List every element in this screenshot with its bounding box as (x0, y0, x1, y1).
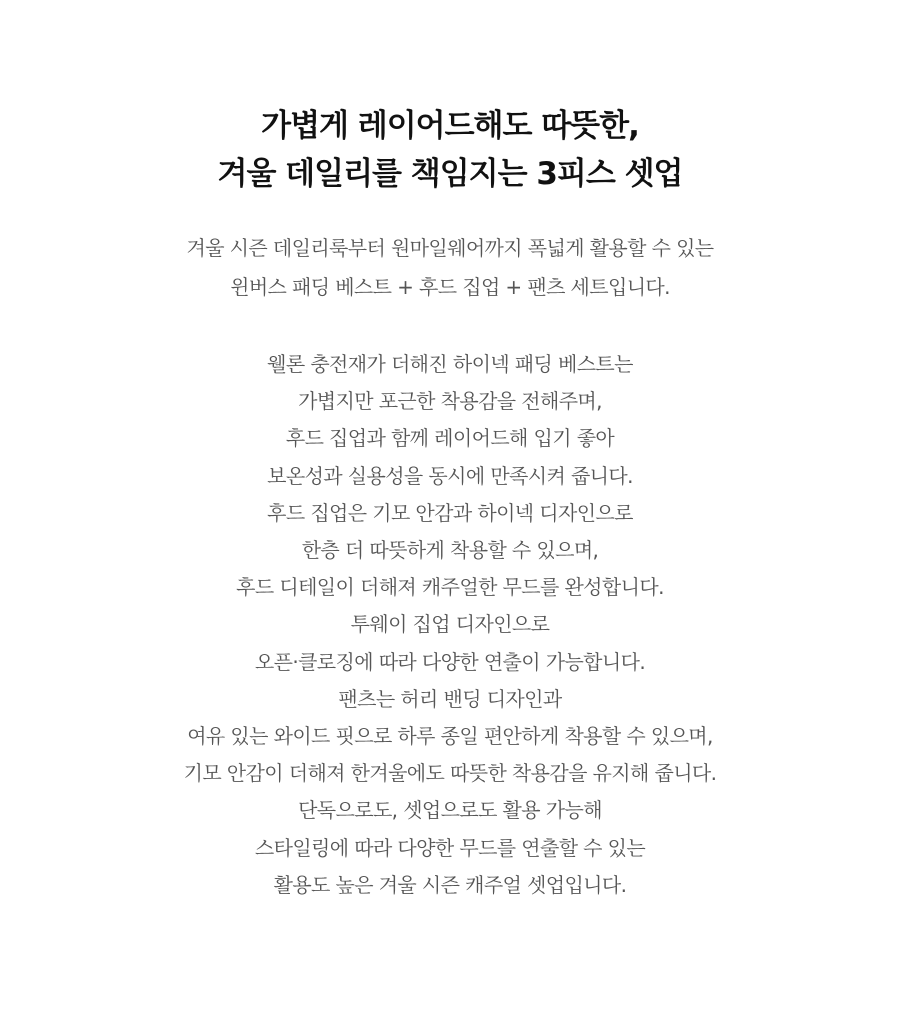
intro-line: 윈버스 패딩 베스트 + 후드 집업 + 팬츠 세트입니다. (230, 275, 670, 299)
description-line: 한층 더 따뜻하게 착용할 수 있으며, (301, 538, 599, 563)
headline (0, 0, 900, 198)
description-line: 기모 안감이 더해져 한겨울에도 따뜻한 착용감을 유지해 줍니다. (183, 761, 717, 786)
description-line: 투웨이 집업 디자인으로 (350, 612, 550, 637)
description-line: 단독으로도, 셋업으로도 활용 가능해 (298, 798, 602, 823)
description-line: 후드 디테일이 더해져 캐주얼한 무드를 완성합니다. (236, 575, 664, 600)
description-line: 가볍지만 포근한 착용감을 전해주며, (298, 389, 602, 414)
description-line: 활용도 높은 겨울 시즌 캐주얼 셋업입니다. (273, 872, 627, 897)
description-line: 웰론 충전재가 더해진 하이넥 패딩 베스트는 (267, 352, 633, 376)
description-line: 후드 집업은 기모 안감과 하이넥 디자인으로 (267, 500, 633, 525)
description-line: 오픈·클로징에 따라 다양한 연출이 가능합니다. (254, 649, 646, 674)
description-line: 보온성과 실용성을 동시에 만족시켜 줍니다. (267, 463, 633, 488)
description-line: 후드 집업과 함께 레이어드해 입기 좋아 (285, 426, 615, 451)
headline-line-2: 겨울 데일리를 책임지는 3피스 셋업 (217, 156, 683, 192)
description-paragraph (0, 346, 900, 904)
description-line: 여유 있는 와이드 핏으로 하루 종일 편안하게 착용할 수 있으며, (187, 724, 713, 749)
headline-line-1: 가볍게 레이어드해도 따뜻한, (261, 108, 639, 144)
intro-line: 겨울 시즌 데일리룩부터 원마일웨어까지 폭넓게 활용할 수 있는 (186, 236, 714, 260)
description-line: 스타일링에 따라 다양한 무드를 연출할 수 있는 (254, 835, 646, 860)
intro-paragraph (0, 229, 900, 307)
description-line: 팬츠는 허리 밴딩 디자인과 (338, 686, 562, 711)
